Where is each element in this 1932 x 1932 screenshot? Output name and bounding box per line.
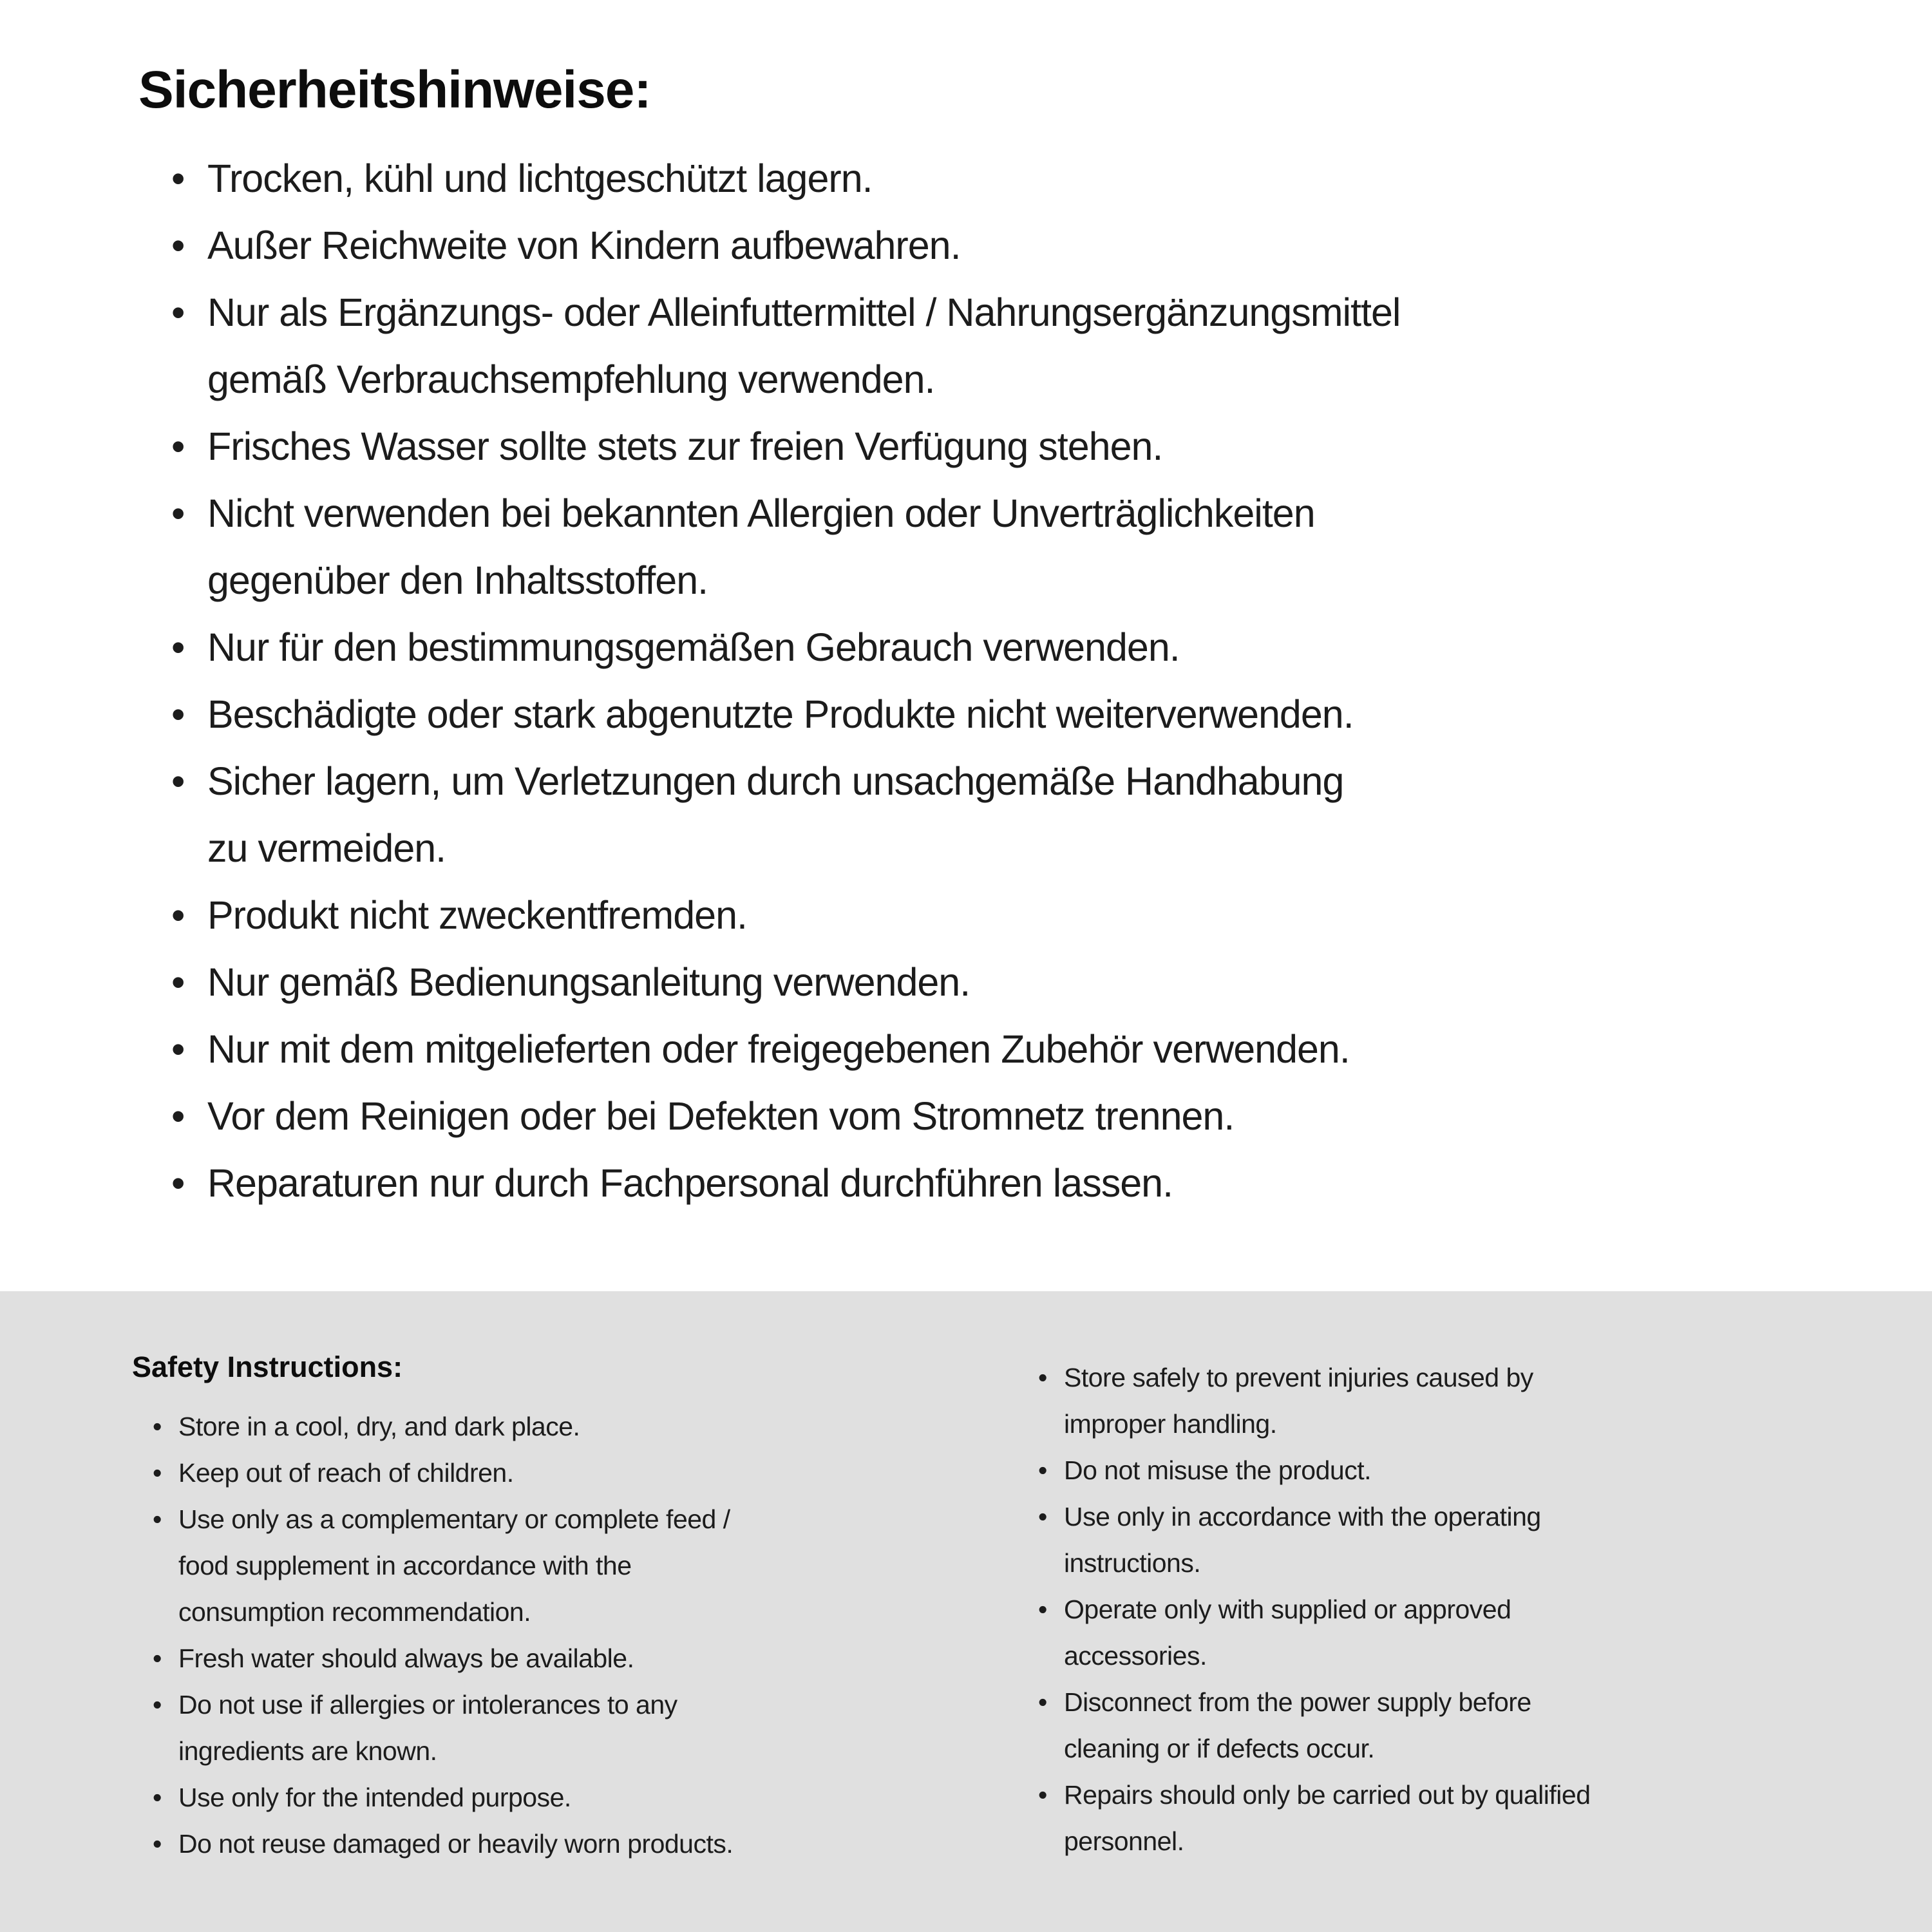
list-item: • Nur gemäß Bedienungsanleitung verwenden. [167,949,1855,1016]
bullet-marker: • [153,1643,162,1674]
list-item: • Do not misuse the product. [1037,1447,1855,1493]
list-item: • Operate only with supplied or approved accessories. [1037,1586,1855,1679]
bullet-marker: • [171,290,185,335]
bullet-marker: • [153,1458,162,1488]
bullet-marker: • [171,223,185,268]
bullet-marker: • [171,156,185,201]
bullet-marker: • [1038,1502,1047,1531]
list-item: • Vor dem Reinigen oder bei Defekten vom Stromnetz trennen. [167,1083,1855,1150]
bullet-marker: • [1038,1780,1047,1810]
list-item: • Use only for the intended purpose. [151,1774,989,1821]
bullet-marker: • [153,1504,162,1535]
list-item: • Sicher lagern, um Verletzungen durch unsachgemäße Handhabung zu vermeiden. [167,748,1855,882]
list-item: • Produkt nicht zweckentfremden. [167,882,1855,949]
english-title: Safety Instructions: [132,1350,403,1383]
bullet-marker: • [171,960,185,1005]
bullet-marker: • [171,759,185,804]
list-item: • Trocken, kühl und lichtgeschützt lagern. [167,145,1855,212]
bullet-marker: • [171,424,185,469]
bullet-marker: • [171,625,185,670]
english-right-column [1034,1349,1855,1864]
bullet-marker: • [171,1161,185,1206]
list-item: • Nicht verwenden bei bekannten Allergien oder Unverträglichkeiten gegenüber den Inhaltsstoffen. [167,480,1855,614]
list-item: • Nur für den bestimmungsgemäßen Gebrauch verwenden. [167,614,1855,681]
list-item: • Store safely to prevent injuries caused by improper handling. [1037,1354,1855,1447]
list-item: • Nur mit dem mitgelieferten oder freigegebenen Zubehör verwenden. [167,1016,1855,1083]
english-section [0,1291,1932,1932]
bullet-marker: • [171,692,185,737]
bullet-marker: • [171,893,185,938]
list-item: • Nur als Ergänzungs- oder Alleinfuttermittel / Nahrungsergänzungsmittel gemäß Verbrauchsempfehlung verwenden. [167,279,1855,413]
list-item: • Disconnect from the power supply before cleaning or if defects occur. [1037,1679,1855,1772]
bullet-marker: • [153,1829,162,1859]
list-item: • Frisches Wasser sollte stets zur freien Verfügung stehen. [167,413,1855,480]
bullet-marker: • [153,1690,162,1720]
english-left-column [132,1349,989,1867]
bullet-marker: • [1038,1455,1047,1485]
list-item: • Do not reuse damaged or heavily worn products. [151,1821,989,1867]
german-title: Sicherheitshinweise: [138,61,651,119]
bullet-marker: • [171,491,185,536]
list-item: • Store in a cool, dry, and dark place. [151,1403,989,1450]
list-item: • Use only as a complementary or complete feed / food supplement in accordance with the consumption recommendation. [151,1496,989,1635]
list-item: • Repairs should only be carried out by qualified personnel. [1037,1772,1855,1864]
list-item: • Use only in accordance with the operating instructions. [1037,1493,1855,1586]
bullet-marker: • [1038,1595,1047,1624]
english-left-list [151,1403,989,1867]
bullet-marker: • [153,1783,162,1813]
bullet-marker: • [171,1027,185,1072]
english-right-list [1037,1354,1855,1864]
bullet-marker: • [1038,1687,1047,1717]
bullet-marker: • [171,1094,185,1139]
list-item: • Außer Reichweite von Kindern aufbewahren. [167,212,1855,279]
list-item: • Do not use if allergies or intolerances to any ingredients are known. [151,1681,989,1774]
german-bullet-list [167,145,1855,1217]
list-item: • Reparaturen nur durch Fachpersonal durchführen lassen. [167,1150,1855,1217]
bullet-marker: • [153,1412,162,1442]
list-item: • Beschädigte oder stark abgenutzte Produkte nicht weiterverwenden. [167,681,1855,748]
list-item: • Keep out of reach of children. [151,1450,989,1496]
list-item: • Fresh water should always be available. [151,1635,989,1681]
bullet-marker: • [1038,1363,1047,1392]
